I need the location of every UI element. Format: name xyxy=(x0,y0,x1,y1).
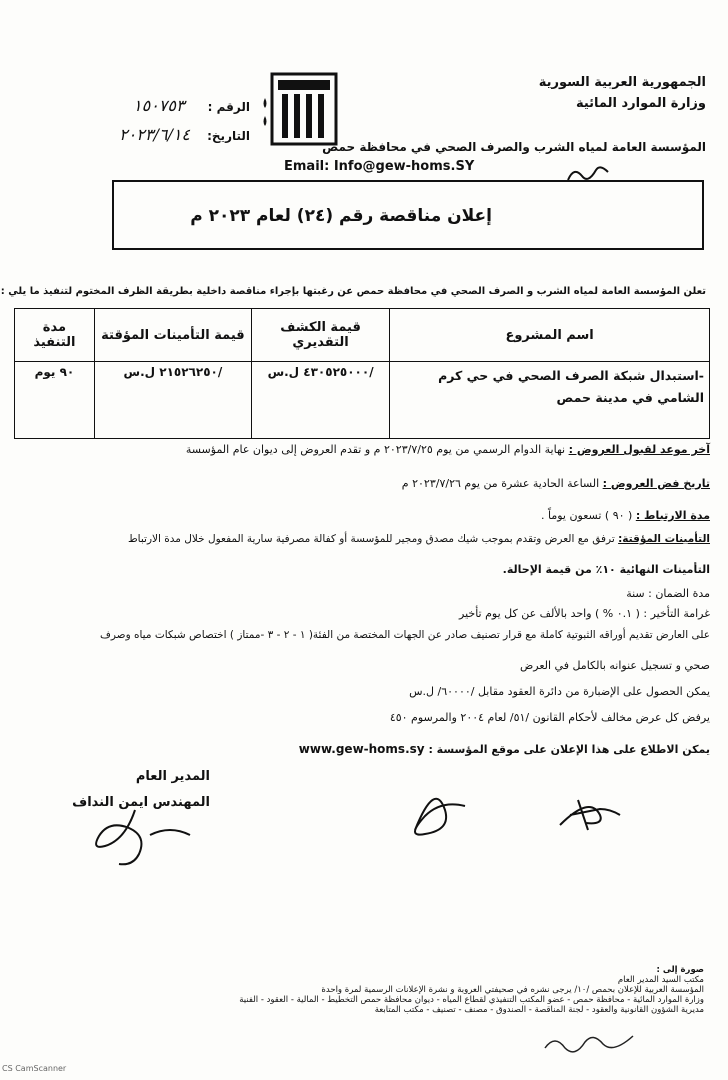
ministry-name: وزارة الموارد المائية xyxy=(575,96,706,111)
table-row xyxy=(15,362,710,439)
signatory-title: المدير العام xyxy=(135,769,210,784)
establishment-logo xyxy=(262,70,342,148)
reference-block xyxy=(60,96,250,144)
republic-name: الجمهورية العربية السورية xyxy=(538,75,706,90)
distribution-line-3: وزارة الموارد المائية - محافظة حمص - عضو المكتب التنفيذي لقطاع المياه - ديوان محافظة حمص التخطيط - المالية - العقود - الفنية xyxy=(239,995,704,1005)
delay-penalty-item: غرامة التأخير : ( ٠.١ % ) واحد بالألف عن كل يوم تأخير xyxy=(459,607,710,620)
opening-item xyxy=(20,476,710,491)
establishment-name: المؤسسة العامة لمياه الشرب والصرف الصحي في محافظة حمص xyxy=(322,140,706,154)
website-link[interactable]: www.gew-homs.sy xyxy=(298,742,425,756)
number-value: ١٥٠٧٥٣ xyxy=(133,96,185,115)
validity-label: مدة الارتباط : xyxy=(635,509,710,522)
deadline-label: آخر موعد لقبول العروض : xyxy=(568,443,710,456)
member-signature-2 xyxy=(550,790,630,840)
date-value: ٢٠٢٣/٦/١٤ xyxy=(119,125,191,144)
opening-label: تاريخ فض العروض : xyxy=(602,477,710,490)
handwritten-note xyxy=(540,1028,640,1058)
classification-item-cont: صحي و تسجيل عنوانه بالكامل في العرض xyxy=(519,659,710,672)
copies-to-label: صورة إلى : xyxy=(656,965,704,975)
member-signature-1 xyxy=(400,780,480,840)
distribution-line-4: مديرية الشؤون القانونية والعقود - لجنة المناقصة - الصندوق - مصنف - تصنيف - مكتب المتابعة xyxy=(374,1005,704,1015)
announcement-title: إعلان مناقصة رقم (٢٤) لعام ٢٠٢٣ م xyxy=(190,206,492,226)
director-signature xyxy=(60,805,220,875)
date-label: التاريخ: xyxy=(207,129,250,143)
temp-deposit-text: ترفق مع العرض وتقدم بموجب شيك مصدق ومجير للمؤسسة أو كفالة مصرفية سارية المفعول خلال مدة الارتباط xyxy=(127,533,615,545)
distribution-line-2: المؤسسة العربية للإعلان بحمص /١٠/ يرجى نشره في صحيفتي العروبة و نشرة الإعلانات الرسمية لمرة واحدة xyxy=(321,985,704,995)
duration-cell: ٩٠ يوم xyxy=(15,362,95,439)
temp-deposit-label: التأمينات المؤقتة: xyxy=(618,533,710,545)
temp-deposit-item xyxy=(20,532,710,547)
dossier-item: يمكن الحصول على الإضبارة من دائرة العقود مقابل /٦٠٠٠٠/ ل.س xyxy=(409,685,710,698)
warranty-item: مدة الضمان : سنة xyxy=(626,587,710,600)
email-address: Email: Info@gew-homs.SY xyxy=(284,159,475,174)
opening-text: الساعة الحادية عشرة من يوم ٢٠٢٣/٧/٢٦ م xyxy=(401,477,600,490)
header-deposit: قيمة التأمينات المؤقتة xyxy=(94,309,251,362)
deadline-text: نهاية الدوام الرسمي من يوم ٢٠٢٣/٧/٢٥ م و تقدم العروض إلى ديوان عام المؤسسة xyxy=(185,443,566,456)
project-cell: -استبدال شبكة الصرف الصحي في حي كرم الشامي في مدينة حمص xyxy=(390,362,710,439)
rejection-item: يرفض كل عرض مخالف لأحكام القانون /٥١/ لعام ٢٠٠٤ والمرسوم ٤٥٠ xyxy=(389,711,710,724)
deadline-item xyxy=(20,442,710,457)
header-project: اسم المشروع xyxy=(390,309,710,362)
deposit-cell: /٢١٥٢٦٢٥٠ ل.س xyxy=(94,362,251,439)
website-item xyxy=(20,742,710,757)
estimate-cell: /٤٣٠٥٢٥٠٠٠ ل.س xyxy=(251,362,389,439)
scanner-watermark: CS CamScanner xyxy=(2,1064,67,1073)
signatory-name: المهندس ايمن النداف xyxy=(72,795,210,810)
number-label: الرقم : xyxy=(207,100,250,114)
header-right xyxy=(436,74,706,112)
validity-text: ( ٩٠ ) تسعون يوماً . xyxy=(540,509,633,522)
classification-item: على العارض تقديم أوراقه الثبوتية كاملة مع قرار تصنيف صادر عن الجهات المختصة من الفئة( ١ - ٢ - ٣ -ممتاز ) اختصاص شبكات مياه وصرف xyxy=(99,629,710,641)
validity-item xyxy=(20,508,710,523)
final-deposit-item: التأمينات النهائية ١٠٪ من قيمة الإحالة. xyxy=(502,563,710,576)
header-duration: مدة التنفيذ xyxy=(15,309,95,362)
distribution-line-1: مكتب السيد المدير العام xyxy=(617,975,704,985)
header-estimate: قيمة الكشف التقديري xyxy=(251,309,389,362)
distribution-list xyxy=(204,965,704,1015)
announcement-title-box xyxy=(112,180,704,250)
table-header-row xyxy=(15,309,710,362)
tender-table xyxy=(14,308,710,439)
intro-text: تعلن المؤسسة العامة لمياه الشرب و الصرف الصحي في محافظة حمص عن رغبتها بإجراء مناقصة داخلية بطريقة الظرف المختوم لتنفيذ ما يلي : xyxy=(0,286,706,297)
website-text: يمكن الاطلاع على هذا الإعلان على موقع المؤسسة : xyxy=(428,743,710,756)
